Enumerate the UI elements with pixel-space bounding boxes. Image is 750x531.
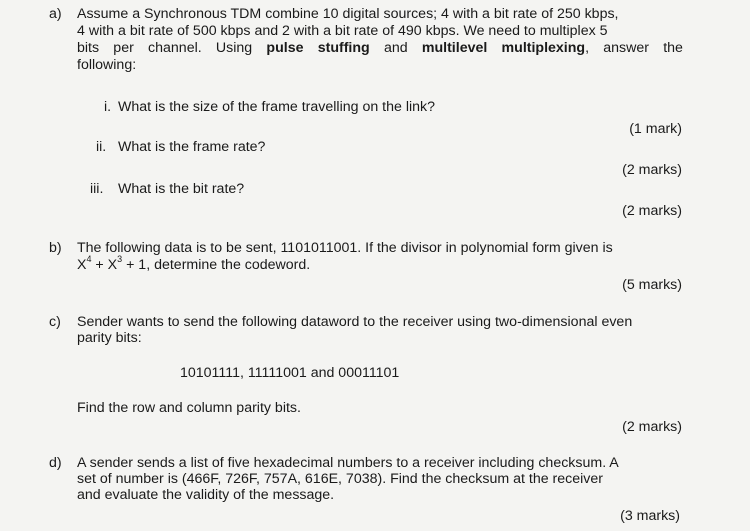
question-a-line-2: 4 with a bit rate of 500 kbps and 2 with a bit rate of 490 kbps. We need to multiplex 5 [77, 23, 608, 39]
sub-question-ii-label: ii. [96, 139, 107, 155]
pulse-stuffing-term: pulse stuffing [266, 40, 370, 56]
poly-exp-1: 4 [86, 254, 92, 265]
poly-plus: + X [91, 257, 118, 273]
question-a-line-3 [77, 40, 683, 57]
question-c-dataword: 10101111, 11111001 and 00011101 [180, 365, 400, 381]
question-b-polynomial-line [77, 254, 311, 274]
question-d-line-2: set of number is (466F, 726F, 757A, 616E, 7038). Find the checksum at the receiver [77, 471, 604, 487]
multilevel-multiplexing-term: multilevel multiplexing [421, 40, 586, 56]
sub-question-iii-marks: (2 marks) [622, 203, 682, 219]
question-a-line-1: Assume a Synchronous TDM combine 10 digital sources; 4 with a bit rate of 250 kbps, [77, 6, 619, 22]
question-b-marks: (5 marks) [622, 277, 682, 293]
question-a-line-3-mid: and [383, 40, 408, 56]
question-c-line-3: Find the row and column parity bits. [77, 400, 301, 416]
sub-question-i-label: i. [104, 99, 112, 115]
sub-question-iii-text: What is the bit rate? [118, 181, 245, 197]
question-a-line-3-pre: bits per channel. Using [77, 40, 253, 56]
poly-exp-2: 3 [117, 254, 123, 265]
question-d-line-3: and evaluate the validity of the message. [77, 487, 335, 503]
question-c-label: c) [49, 314, 61, 330]
question-a-line-4: following: [77, 57, 137, 73]
question-d-label: d) [49, 455, 62, 471]
question-c-marks: (2 marks) [622, 419, 682, 435]
question-b-line-1: The following data is to be sent, 1101011001. If the divisor in polynomial form given is [77, 240, 613, 256]
poly-rest: + 1, determine the codeword. [122, 257, 311, 273]
question-c-line-2: parity bits: [77, 330, 142, 346]
sub-question-iii-label: iii. [90, 181, 104, 197]
sub-question-i-marks: (1 mark) [629, 121, 682, 137]
question-a-label: a) [49, 6, 62, 22]
question-b-label: b) [49, 240, 62, 256]
poly-x: X [77, 257, 87, 273]
sub-question-ii-text: What is the frame rate? [118, 139, 266, 155]
question-d-marks: (3 marks) [620, 508, 680, 524]
question-c-line-1: Sender wants to send the following dataword to the receiver using two-dimensional even [77, 314, 633, 330]
question-a-line-3-post: , answer the [585, 40, 683, 56]
question-d-line-1: A sender sends a list of five hexadecimal numbers to a receiver including checksum. A [77, 455, 619, 471]
sub-question-i-text: What is the size of the frame travelling on the link? [118, 99, 436, 115]
sub-question-ii-marks: (2 marks) [622, 162, 682, 178]
